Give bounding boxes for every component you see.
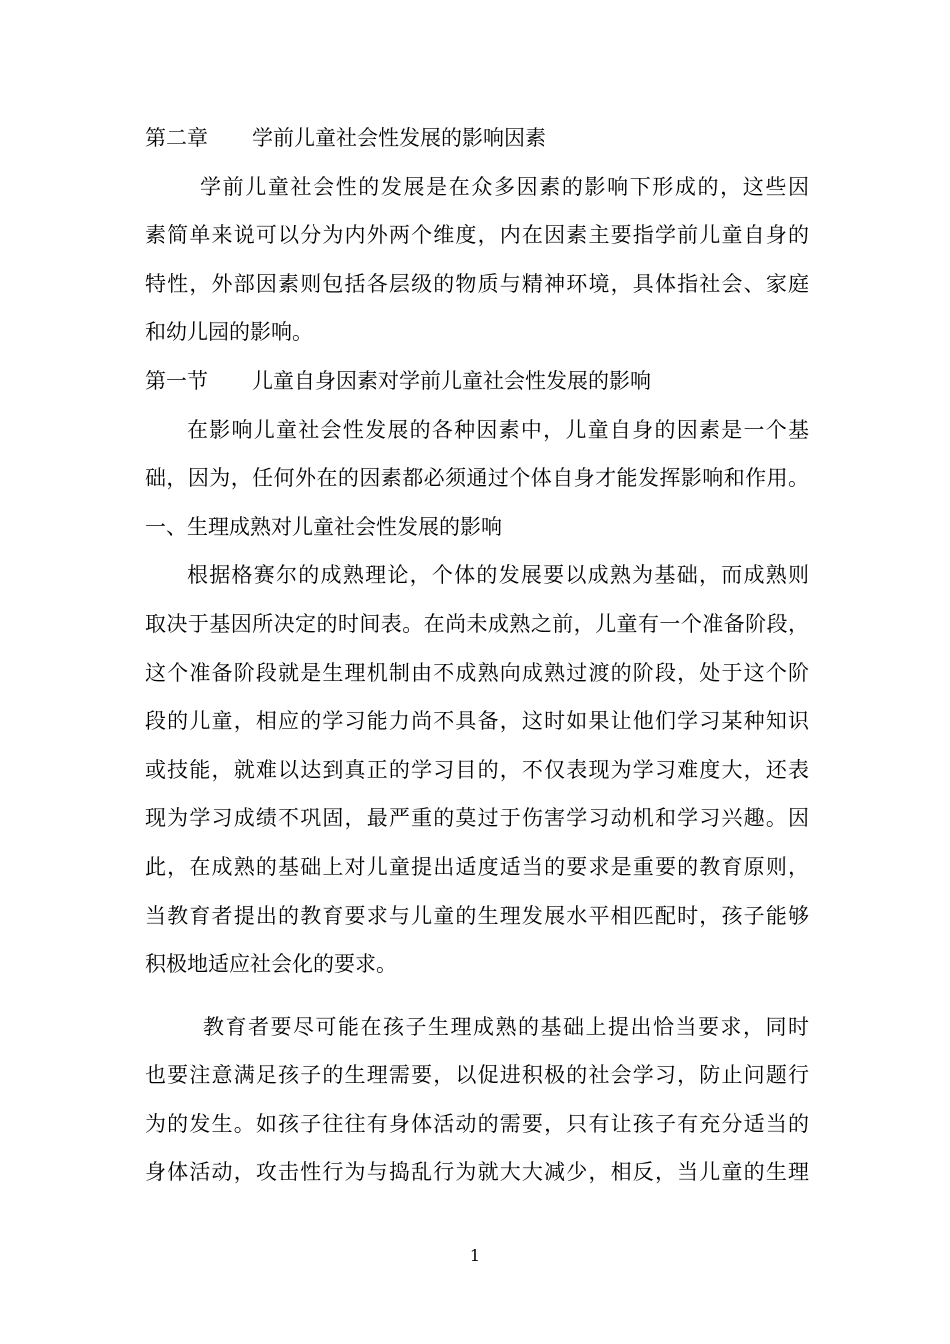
- paragraph-line: 特性，外部因素则包括各层级的物质与精神环境，具体指社会、家庭: [145, 271, 809, 296]
- paragraph-line: 和幼儿园的影响。: [145, 320, 313, 345]
- paragraph-line: 础，因为，任何外在的因素都必须通过个体自身才能发挥影响和作用。: [145, 466, 809, 491]
- paragraph-line: 学前儿童社会性的发展是在众多因素的影响下形成的，这些因: [200, 174, 809, 199]
- educator-paragraph: [145, 1003, 809, 1197]
- paragraph-line: 或技能，就难以达到真正的学习目的，不仅表现为学习难度大，还表: [145, 757, 809, 782]
- paragraph-line: 当教育者提出的教育要求与儿童的生理发展水平相匹配时，孩子能够: [145, 903, 809, 928]
- paragraph-spacer: [145, 989, 809, 1003]
- chapter-heading: [145, 114, 809, 163]
- paragraph-line: 素简单来说可以分为内外两个维度，内在因素主要指学前儿童自身的: [145, 223, 809, 248]
- paragraph-line: 这个准备阶段就是生理机制由不成熟向成熟过渡的阶段，处于这个阶: [145, 660, 809, 685]
- chapter-label: 第二章: [145, 126, 208, 150]
- paragraph-line: 身体活动，攻击性行为与捣乱行为就大大减少，相反，当儿童的生理: [145, 1160, 809, 1185]
- paragraph-line: 教育者要尽可能在孩子生理成熟的基础上提出恰当要求，同时: [203, 1014, 809, 1039]
- chapter-title: 学前儿童社会性发展的影响因素: [252, 126, 546, 150]
- paragraph-line: 段的儿童，相应的学习能力尚不具备，这时如果让他们学习某种知识: [145, 709, 809, 734]
- section-paragraph: [145, 406, 809, 503]
- section-heading: [145, 357, 809, 406]
- maturation-paragraph: [145, 551, 809, 988]
- document-body: [145, 114, 809, 1197]
- paragraph-line: 现为学习成绩不巩固，最严重的莫过于伤害学习动机和学习兴趣。因: [145, 806, 809, 831]
- subsection-heading: 一、生理成熟对儿童社会性发展的影响: [145, 514, 502, 539]
- intro-paragraph: [145, 163, 809, 357]
- paragraph-line: 在影响儿童社会性发展的各种因素中，儿童自身的因素是一个基: [187, 417, 809, 442]
- paragraph-line: 取决于基因所决定的时间表。在尚未成熟之前，儿童有一个准备阶段，: [145, 611, 809, 636]
- paragraph-line: 积极地适应社会化的要求。: [145, 952, 397, 977]
- section-title: 儿童自身因素对学前儿童社会性发展的影响: [252, 368, 651, 393]
- paragraph-line: 根据格赛尔的成熟理论，个体的发展要以成熟为基础，而成熟则: [187, 563, 809, 588]
- paragraph-line: 为的发生。如孩子往往有身体活动的需要，只有让孩子有充分适当的: [145, 1111, 809, 1136]
- paragraph-line: 也要注意满足孩子的生理需要，以促进积极的社会学习，防止问题行: [145, 1063, 809, 1088]
- page-number: 1: [469, 1246, 481, 1265]
- section-label: 第一节: [145, 368, 208, 393]
- paragraph-line: 此，在成熟的基础上对儿童提出适度适当的要求是重要的教育原则，: [145, 854, 809, 879]
